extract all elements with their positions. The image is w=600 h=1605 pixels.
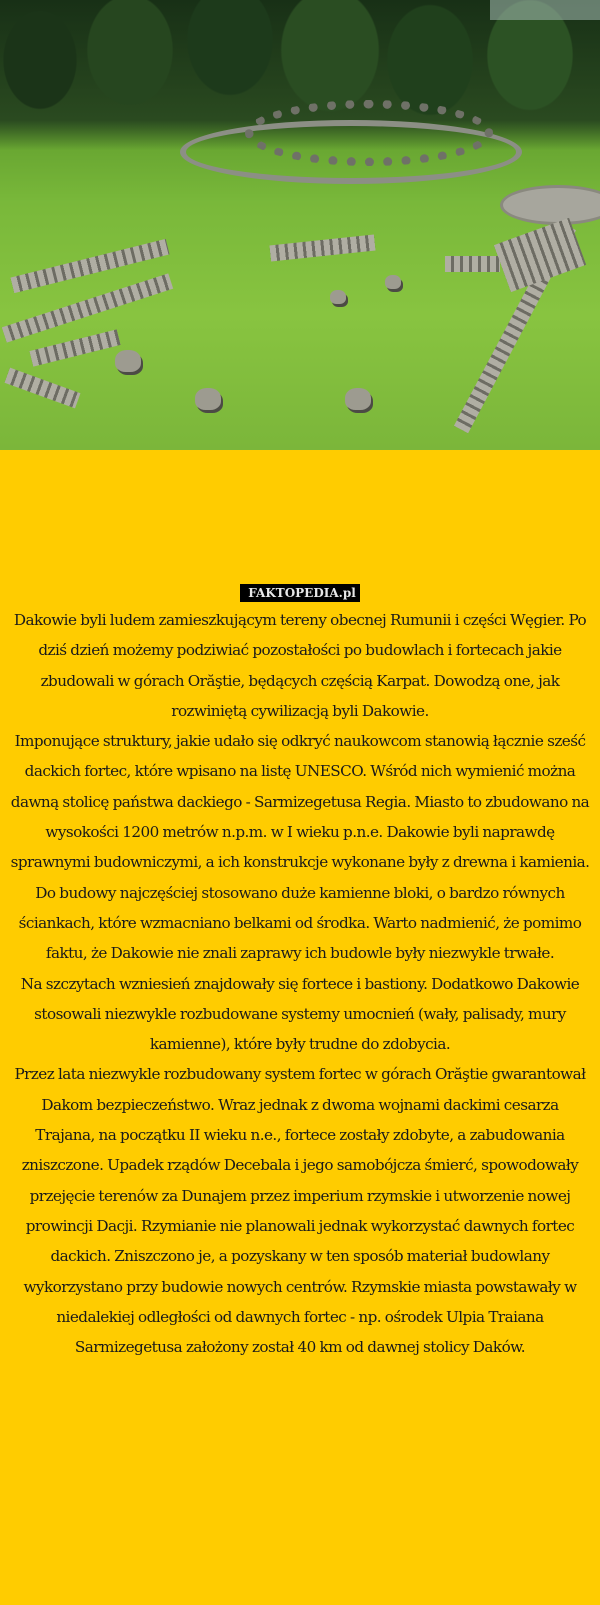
stone-wall xyxy=(445,256,500,272)
paragraph-2: Imponujące struktury, jakie udało się odkryć naukowcom stanowią łącznie sześć dackich fortec, które wpisano na listę UNESCO. Wśród nich wymienić można dawną stolicę państwa dackiego - Sarmizegetusa Regia. Miasto to zbudowano na wysokości 1200 metrów n.p.m. w I wieku p.n.e. Dakowie byli naprawdę sprawnymi budowniczymi, a ich konstrukcje wykonane były z drewna i kamienia. Do budowy najczęściej stosowano duże kamienne bloki, o bardzo równych ściankach, które wzmacniano belkami od środka. Warto nadmienić, że pomimo faktu, że Dakowie nie znali zaprawy ich budowle były niezwykle trwałe. xyxy=(10,732,590,963)
sanctuary-pillars xyxy=(245,100,493,166)
sky-patch xyxy=(490,0,600,20)
stone-wall xyxy=(494,218,586,292)
paragraph-1: Dakowie byli ludem zamieszkującym tereny obecnej Rumunii i części Węgier. Po dziś dzień możemy podziwiać pozostałości po budowlach i fortecach jakie zbudowali w górach Orăştie, będących częścią Karpat. Dowodzą one, jak rozwiniętą cywilizacją byli Dakowie. xyxy=(13,611,587,720)
paragraph-3: Na szczytach wzniesień znajdowały się fortece i bastiony. Dodatkowo Dakowie stosowali niezwykle rozbudowane systemy umocnień (wały, palisady, mury kamienne), które były trudne do zdobycia. xyxy=(20,974,580,1054)
stone-block xyxy=(330,290,346,304)
stone-block xyxy=(385,275,401,289)
watermark-row xyxy=(0,582,600,600)
stone-block xyxy=(115,350,141,372)
stone-wall xyxy=(5,368,81,409)
ruins-photo xyxy=(0,0,600,450)
paragraph-4: Przez lata niezwykle rozbudowany system fortec w górach Orăştie gwarantował Dakom bezpieczeństwo. Wraz jednak z dwoma wojnami dackimi cesarza Trajana, na początku II wieku n.e., fortece zostały zdobyte, a zabudowania zniszczone. Upadek rządów Decebala i jego samobójcza śmierć, spowodowały przejęcie terenów za Dunajem przez imperium rzymskie i utworzenie nowej prowincji Dacji. Rzymianie nie planowali jednak wykorzystać dawnych fortec dackich. Zniszczono je, a pozyskany w ten sposób materiał budowlany wykorzystano przy budowie nowych centrów. Rzymskie miasta powstawały w niedalekiej odległości od dawnych fortec - np. ośrodek Ulpia Traiana Sarmizegetusa założony został 40 km od dawnej stolicy Daków. xyxy=(14,1065,586,1357)
spacer xyxy=(0,450,600,582)
stone-block xyxy=(195,388,221,410)
stone-wall xyxy=(29,329,120,366)
faktopedia-watermark: FAKTOPEDIA.pl xyxy=(240,584,360,602)
stone-disc-altar xyxy=(500,185,600,225)
stone-block xyxy=(345,388,371,410)
article-text xyxy=(0,600,600,1362)
stone-wall xyxy=(269,235,375,262)
